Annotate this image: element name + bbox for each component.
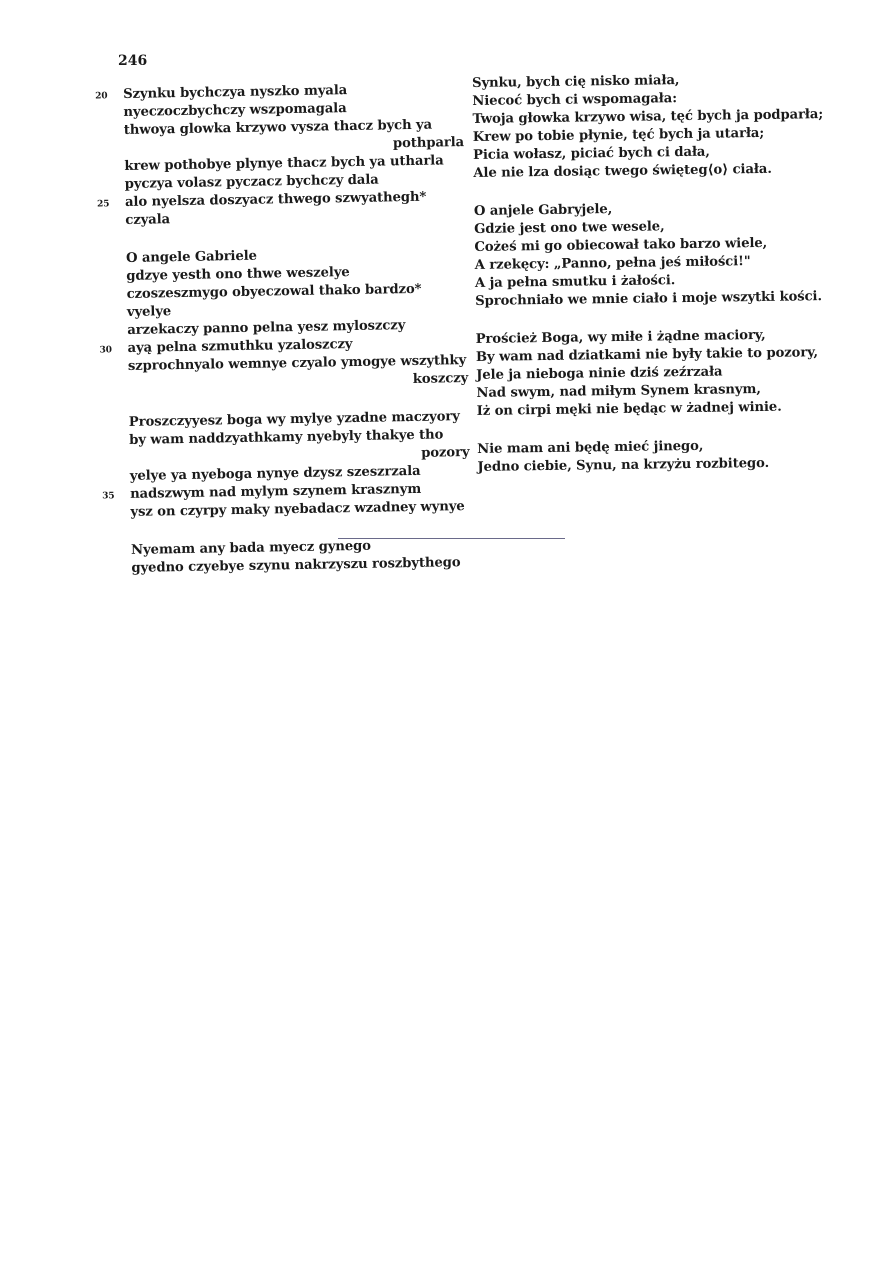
verse-line-continuation: koszczy (412, 371, 469, 387)
verse-line: Nad swym, nad miłym Synem krasnym, (476, 381, 761, 401)
line-number: 20 (95, 91, 108, 102)
verse-line: nyeczoczbychczy wszpomagala (123, 101, 347, 120)
line-number: 25 (96, 199, 110, 210)
line-number: 30 (99, 345, 113, 356)
verse-line: Nyemam any bada myecz gynego (130, 538, 372, 558)
verse-line: By wam nad dziatkami nie były takie to pozory, (475, 345, 819, 365)
verse-line: thwoya glowka krzywo vysza thacz bych ya (123, 117, 433, 138)
verse-line: by wam naddzyathkamy nyebyly thakye tho (129, 427, 444, 448)
stanza (476, 326, 822, 421)
verse-line: 25 alo nyelsza doszyacz thwego szwyathegh* czyala (96, 189, 427, 228)
verse-line: Niecoć bych ci wspomagała: (472, 91, 678, 109)
stanza (95, 80, 465, 230)
verse-line: Nie mam ani będę mieć jinego, (477, 438, 704, 457)
verse-line: Jele ja nieboga ninie dziś zeźrzała (476, 364, 723, 383)
stanza (473, 198, 823, 311)
original-text-column (95, 80, 472, 598)
verse-line: A ja pełna smutku i żałości. (474, 273, 676, 291)
section-divider (338, 538, 565, 539)
verse-line: Proścież Boga, wy miłe i żądne maciory, (475, 327, 766, 347)
verse-line: Krew po tobie płynie, tęć bych ja utarła; (472, 125, 765, 145)
stanza (477, 436, 822, 477)
verse-line-continuation: pozory (421, 445, 470, 461)
verse-line: krew pothobye plynye thacz bych ya utharla (124, 153, 444, 174)
verse-line: Proszczyyesz boga wy mylye yzadne maczyory (128, 409, 460, 430)
verse-line: O anjele Gabryjele, (473, 202, 613, 219)
verse-line: ysz on czyrpy maky nyebadacz wzadney wynye (130, 499, 465, 520)
verse-line: A rzekęcy: „Panno, pełna jeś miłości!" (474, 254, 751, 273)
verse-line: Jedno ciebie, Synu, na krzyżu rozbitego. (477, 455, 770, 475)
verse-line: gyedno czyebye szynu nakrzyszu roszbythego (131, 555, 461, 576)
page-number: 246 (118, 53, 148, 69)
verse-line: pyczya volasz pyczacz bychczy dala (124, 172, 379, 192)
stanza (472, 70, 824, 183)
modern-transcription-column (472, 70, 823, 497)
verse-line: 35 nadszwym nad mylym szynem krasznym (130, 480, 470, 504)
stanza (131, 536, 472, 578)
stanza (99, 244, 469, 394)
line-number: 35 (102, 491, 115, 502)
verse-line: Gdzie jest ono twe wesele, (474, 219, 665, 237)
verse-line: Ale nie lza dosiąc twego święteg⟨o⟩ ciała. (473, 161, 772, 181)
verse-line: Picia wołasz, piciać bych ci dała, (473, 144, 710, 163)
verse-line: Twoja głowka krzywo wisa, tęć bych ja podparła; (472, 107, 824, 127)
verse-line: gdzye yesth ono thwe weszelye (126, 265, 350, 284)
verse-line: Iż on cirpi męki nie będąc w żadnej winie. (476, 399, 782, 419)
verse-line: O angele Gabriele (125, 248, 258, 266)
verse-line: czoszeszmygo obyeczowal thako bardzo* vyelye (126, 281, 422, 320)
verse-line: yelye ya nyeboga nynye dzysz szeszrzala (129, 463, 421, 484)
verse-line: Synku, bych cię nisko miała, (472, 73, 680, 91)
stanza (102, 408, 471, 522)
verse-line-continuation: pothparla (392, 135, 465, 152)
verse-line: szprochnyalo wemnye czyalo ymogye wszythky (127, 353, 467, 374)
verse-line: 20 Szynku bychczya nyszko myala (123, 80, 463, 104)
verse-line: Cożeś mi go obiecował tako barzo wiele, (474, 235, 768, 255)
verse-line: arzekaczy panno pelna yesz myloszczy (127, 318, 406, 338)
verse-line: 30 ayą pelna szmuthku yzaloszczy (127, 334, 467, 358)
verse-line: Sprochniało we mnie ciało i moje wszytki kości. (475, 289, 823, 309)
